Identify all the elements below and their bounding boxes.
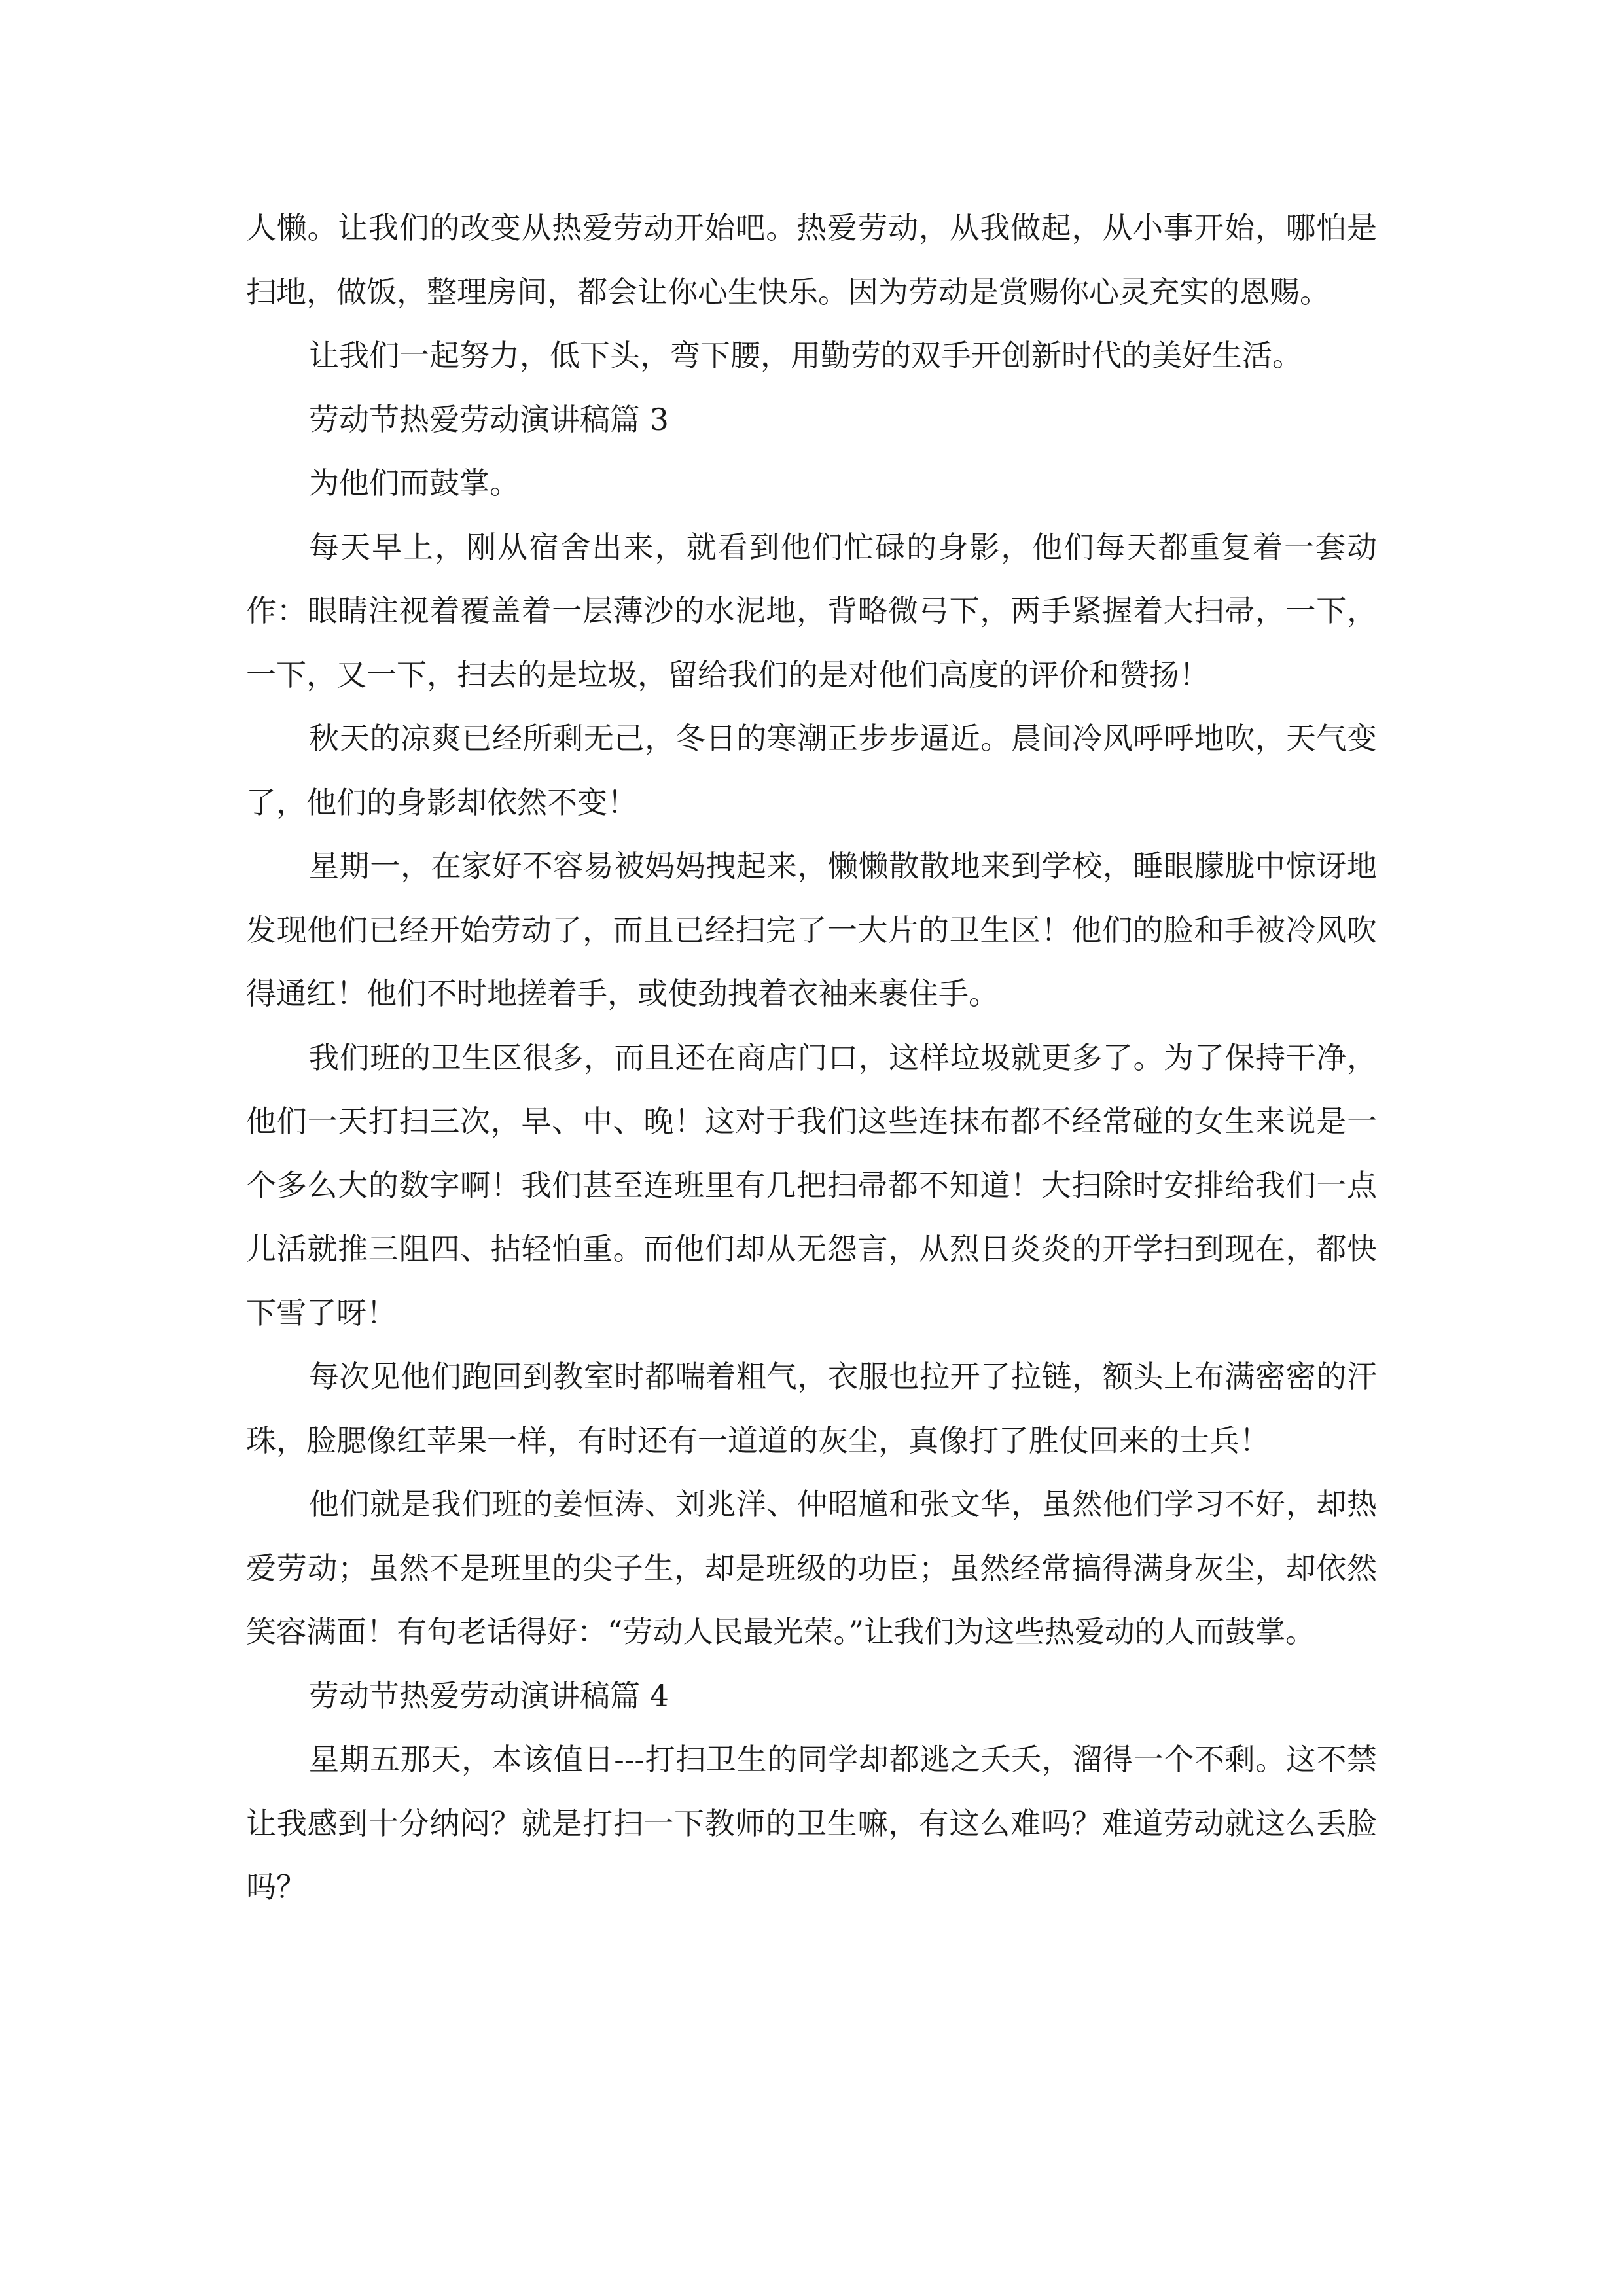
section-heading: 劳动节热爱劳动演讲稿篇 3: [309, 401, 669, 437]
paragraph: 人懒。让我们的改变从热爱劳动开始吧。热爱劳动，从我做起，从小事开始，哪怕是扫地，做饭，整理房间，都会让你心生快乐。因为劳动是赏赐你心灵充实的恩赐。: [246, 210, 1377, 310]
section-heading: 劳动节热爱劳动演讲稿篇 4: [309, 1677, 669, 1713]
paragraph: 星期一，在家好不容易被妈妈拽起来，懒懒散散地来到学校，睡眼朦胧中惊讶地发现他们已经开始劳动了，而且已经扫完了一大片的卫生区！他们的脸和手被冷风吹得通红！他们不时地搓着手，或使劲拽着衣袖来裹住手。: [246, 848, 1377, 1011]
paragraph: 秋天的凉爽已经所剩无己，冬日的寒潮正步步逼近。晨间冷风呼呼地吹，天气变了，他们的身影却依然不变！: [246, 721, 1377, 820]
paragraph: 我们班的卫生区很多，而且还在商店门口，这样垃圾就更多了。为了保持干净，他们一天打扫三次，早、中、晚！这对于我们这些连抹布都不经常碰的女生来说是一个多么大的数字啊！我们甚至连班里有几把扫帚都不知道！大扫除时安排给我们一点儿活就推三阻四、拈轻怕重。而他们却从无怨言，从烈日炎炎的开学扫到现在，都快下雪了呀！: [246, 1039, 1377, 1331]
document-body: [246, 196, 1377, 1920]
paragraph: 每次见他们跑回到教室时都喘着粗气，衣服也拉开了拉链，额头上布满密密的汗珠，脸腮像红苹果一样，有时还有一道道的灰尘，真像打了胜仗回来的士兵！: [246, 1359, 1377, 1458]
paragraph: 为他们而鼓掌。: [309, 465, 520, 501]
paragraph: 让我们一起努力，低下头，弯下腰，用勤劳的双手开创新时代的美好生活。: [309, 338, 1302, 373]
paragraph: 他们就是我们班的姜恒涛、刘兆洋、仲昭馗和张文华，虽然他们学习不好，却热爱劳动；虽然不是班里的尖子生，却是班级的功臣；虽然经常搞得满身灰尘，却依然笑容满面！有句老话得好：“劳动人民最光荣。”让我们为这些热爱动的人而鼓掌。: [246, 1486, 1377, 1649]
paragraph: 每天早上，刚从宿舍出来，就看到他们忙碌的身影，他们每天都重复着一套动作：眼睛注视着覆盖着一层薄沙的水泥地，背略微弓下，两手紧握着大扫帚，一下，一下，又一下，扫去的是垃圾，留给我们的是对他们高度的评价和赞扬！: [246, 529, 1377, 692]
paragraph: 星期五那天，本该值日---打扫卫生的同学却都逃之夭夭，溜得一个不剩。这不禁让我感到十分纳闷？就是打扫一下教师的卫生嘛，有这么难吗？难道劳动就这么丢脸吗？: [246, 1742, 1377, 1905]
